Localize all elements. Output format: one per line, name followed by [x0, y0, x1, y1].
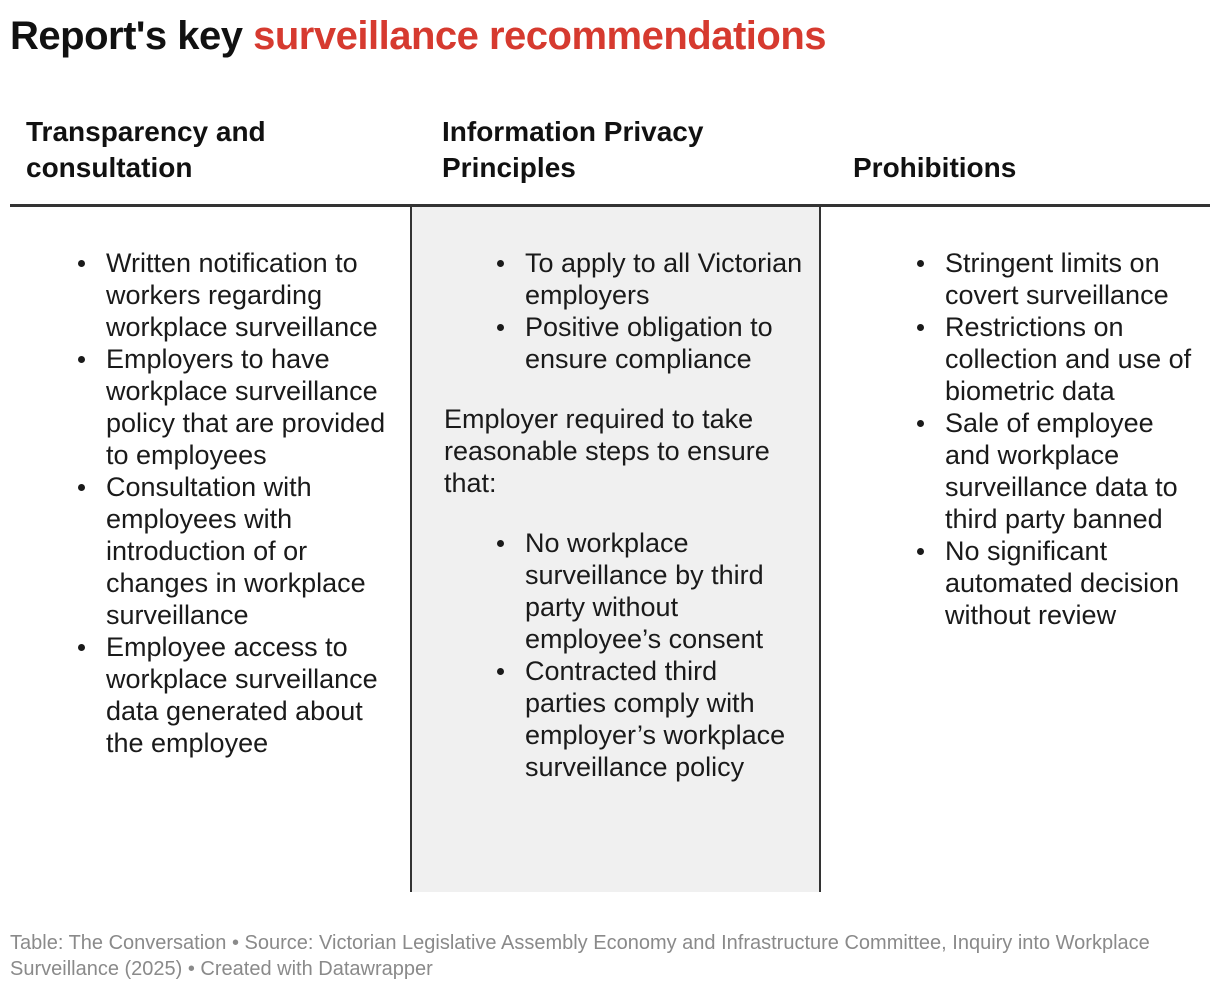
- source-footer: Table: The Conversation • Source: Victorian Legislative Assembly Economy and Infrastructure Committee, Inquiry into Workplace Surveillance (2025) • Created with Datawrapper: [10, 932, 1150, 980]
- list-item: Sale of employee and workplace surveillance data to third party banned: [913, 407, 1205, 535]
- column-header-prohibitions: Prohibitions: [853, 152, 1017, 183]
- list-item: To apply to all Victorian employers: [493, 247, 803, 311]
- list-item: No significant automated decision without review: [913, 535, 1205, 631]
- list-item: Stringent limits on covert surveillance: [913, 247, 1205, 311]
- column-transparency: [10, 207, 410, 892]
- recommendations-table: [10, 100, 1210, 892]
- list-item: Positive obligation to ensure compliance: [493, 311, 803, 375]
- list-item: Employers to have workplace surveillance policy that are provided to employees: [74, 343, 394, 471]
- list-item: No workplace surveillance by third party without employee’s consent: [493, 527, 803, 655]
- list-item: Contracted third parties comply with employer’s workplace surveillance policy: [493, 655, 803, 783]
- column-header-privacy-principles: Information Privacy Principles: [442, 116, 704, 183]
- title-prefix: Report's key: [10, 14, 243, 58]
- list-item: Restrictions on collection and use of biometric data: [913, 311, 1205, 407]
- table-header-row: [10, 100, 1210, 207]
- transparency-list: [74, 247, 394, 759]
- column-prohibitions: [821, 207, 1210, 892]
- list-item: Consultation with employees with introduction of or changes in workplace surveillance: [74, 471, 394, 631]
- privacy-principles-paragraph: Employer required to take reasonable steps to ensure that:: [444, 404, 770, 498]
- prohibitions-list: [913, 247, 1205, 631]
- column-header-transparency: Transparency and consultation: [26, 116, 266, 183]
- list-item: Employee access to workplace surveillance data generated about the employee: [74, 631, 394, 759]
- list-item: Written notification to workers regarding workplace surveillance: [74, 247, 394, 343]
- title-highlight: surveillance recommendations: [253, 14, 827, 58]
- privacy-principles-list: [493, 247, 803, 375]
- column-privacy-principles: [410, 207, 821, 892]
- page-title: [10, 12, 826, 60]
- reasonable-steps-list: [493, 527, 803, 783]
